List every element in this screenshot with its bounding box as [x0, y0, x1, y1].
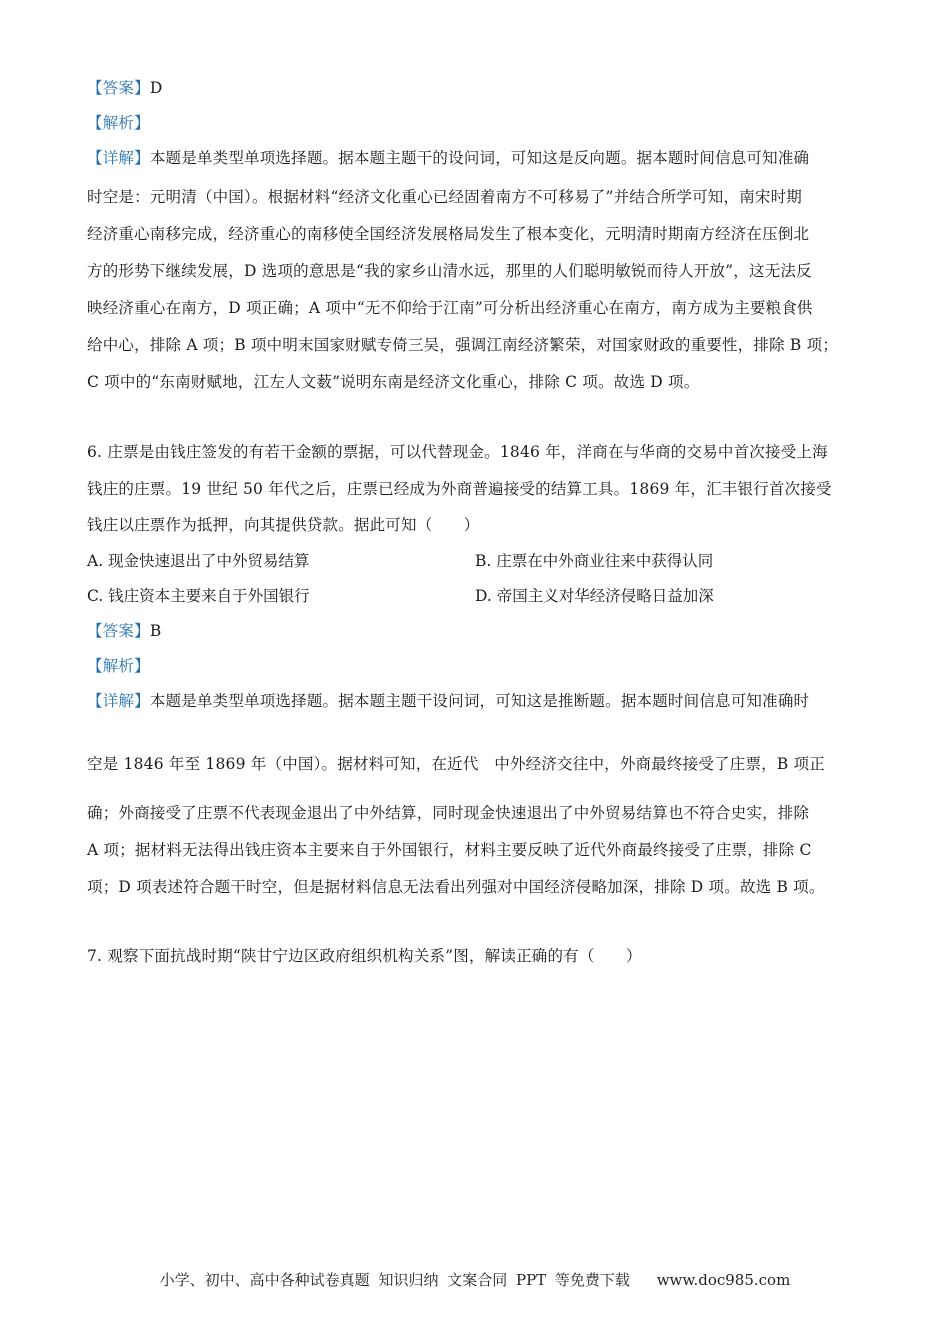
q5-detail-line-2: 时空是：元明清（中国）。根据材料“经济文化重心已经固着南方不可移易了”并结合所学可知，南宋时期: [87, 188, 803, 206]
detail-tag: 【详解】: [87, 692, 150, 710]
q6-stem-line-3: 钱庄以庄票作为抵押，向其提供贷款。据此可知（ ）: [87, 516, 480, 534]
page-footer: [0, 1269, 950, 1290]
q6-stem-line-1: 6. 庄票是由钱庄签发的有若干金额的票据，可以代替现金。1846 年，洋商在与华商的交易中首次接受上海: [87, 443, 828, 461]
q5-detail-line-5: 映经济重心在南方，D 项正确；A 项中“无不仰给于江南”可分析出经济重心在南方，南方成为主要粮食供: [87, 299, 813, 317]
q6-detail-line-3: 确；外商接受了庄票不代表现金退出了中外结算，同时现金快速退出了中外贸易结算也不符合史实，排除: [87, 804, 810, 822]
q6-answer-line: [87, 619, 161, 641]
analysis-tag: 【解析】: [87, 657, 150, 675]
q6-detail-line-1: 【详解】本题是单类型单项选择题。据本题主题干设问词，可知这是推断题。据本题时间信息可知准确时: [87, 692, 810, 710]
footer-url[interactable]: www.doc985.com: [656, 1271, 791, 1289]
q6-detail-line-4: A 项；据材料无法得出钱庄资本主要来自于外国银行，材料主要反映了近代外商最终接受了庄票，排除 C: [87, 841, 812, 859]
q5-detail-line-3: 经济重心南移完成，经济重心的南移使全国经济发展格局发生了根本变化，元明清时期南方经济在压倒北: [87, 225, 810, 243]
q5-detail-line-6: 给中心，排除 A 项；B 项中明末国家财赋专倚三吴，强调江南经济繁荣，对国家财政的重要性，排除 B 项；: [87, 336, 839, 354]
answer-value: D: [149, 79, 163, 97]
q6-option-d: D. 帝国主义对华经济侵略日益加深: [475, 587, 714, 605]
answer-tag: 【答案】: [87, 622, 150, 640]
q6-detail-line-2: 空是 1846 年至 1869 年（中国）。据材料可知，在近代 中外经济交往中，外商最终接受了庄票，B 项正: [87, 755, 825, 773]
q6-option-a: A. 现金快速退出了中外贸易结算: [87, 552, 310, 570]
q5-detail-line-1: 【详解】本题是单类型单项选择题。据本题主题干的设问词，可知这是反向题。据本题时间信息可知准确: [87, 149, 810, 167]
q5-detail-line-7: C 项中的“东南财赋地，江左人文薮”说明东南是经济文化重心，排除 C 项。故选 D 项。: [87, 373, 700, 391]
answer-tag: 【答案】: [87, 79, 150, 97]
q6-option-c: C. 钱庄资本主要来自于外国银行: [87, 587, 310, 605]
q6-detail-line-5: 项；D 项表述符合题干时空，但是据材料信息无法看出列强对中国经济侵略加深，排除 D 项。故选 B 项。: [87, 878, 825, 896]
detail-tag: 【详解】: [87, 149, 150, 167]
q5-answer-line: [87, 76, 162, 98]
answer-value: B: [149, 622, 162, 640]
q7-stem: 7. 观察下面抗战时期“陕甘宁边区政府组织机构关系”图，解读正确的有（ ）: [87, 947, 642, 965]
q6-stem-line-2: 钱庄的庄票。19 世纪 50 年代之后，庄票已经成为外商普遍接受的结算工具。1869 年，汇丰银行首次接受: [87, 480, 832, 498]
analysis-tag: 【解析】: [87, 114, 150, 132]
q5-detail-line-4: 方的形势下继续发展，D 选项的意思是“我的家乡山清水远，那里的人们聪明敏锐而待人开放”，这无法反: [87, 262, 812, 280]
q6-option-b: B. 庄票在中外商业往来中获得认同: [475, 552, 714, 570]
footer-text: 小学、初中、高中各种试卷真题 知识归纳 文案合同 PPT 等免费下载: [159, 1271, 630, 1289]
